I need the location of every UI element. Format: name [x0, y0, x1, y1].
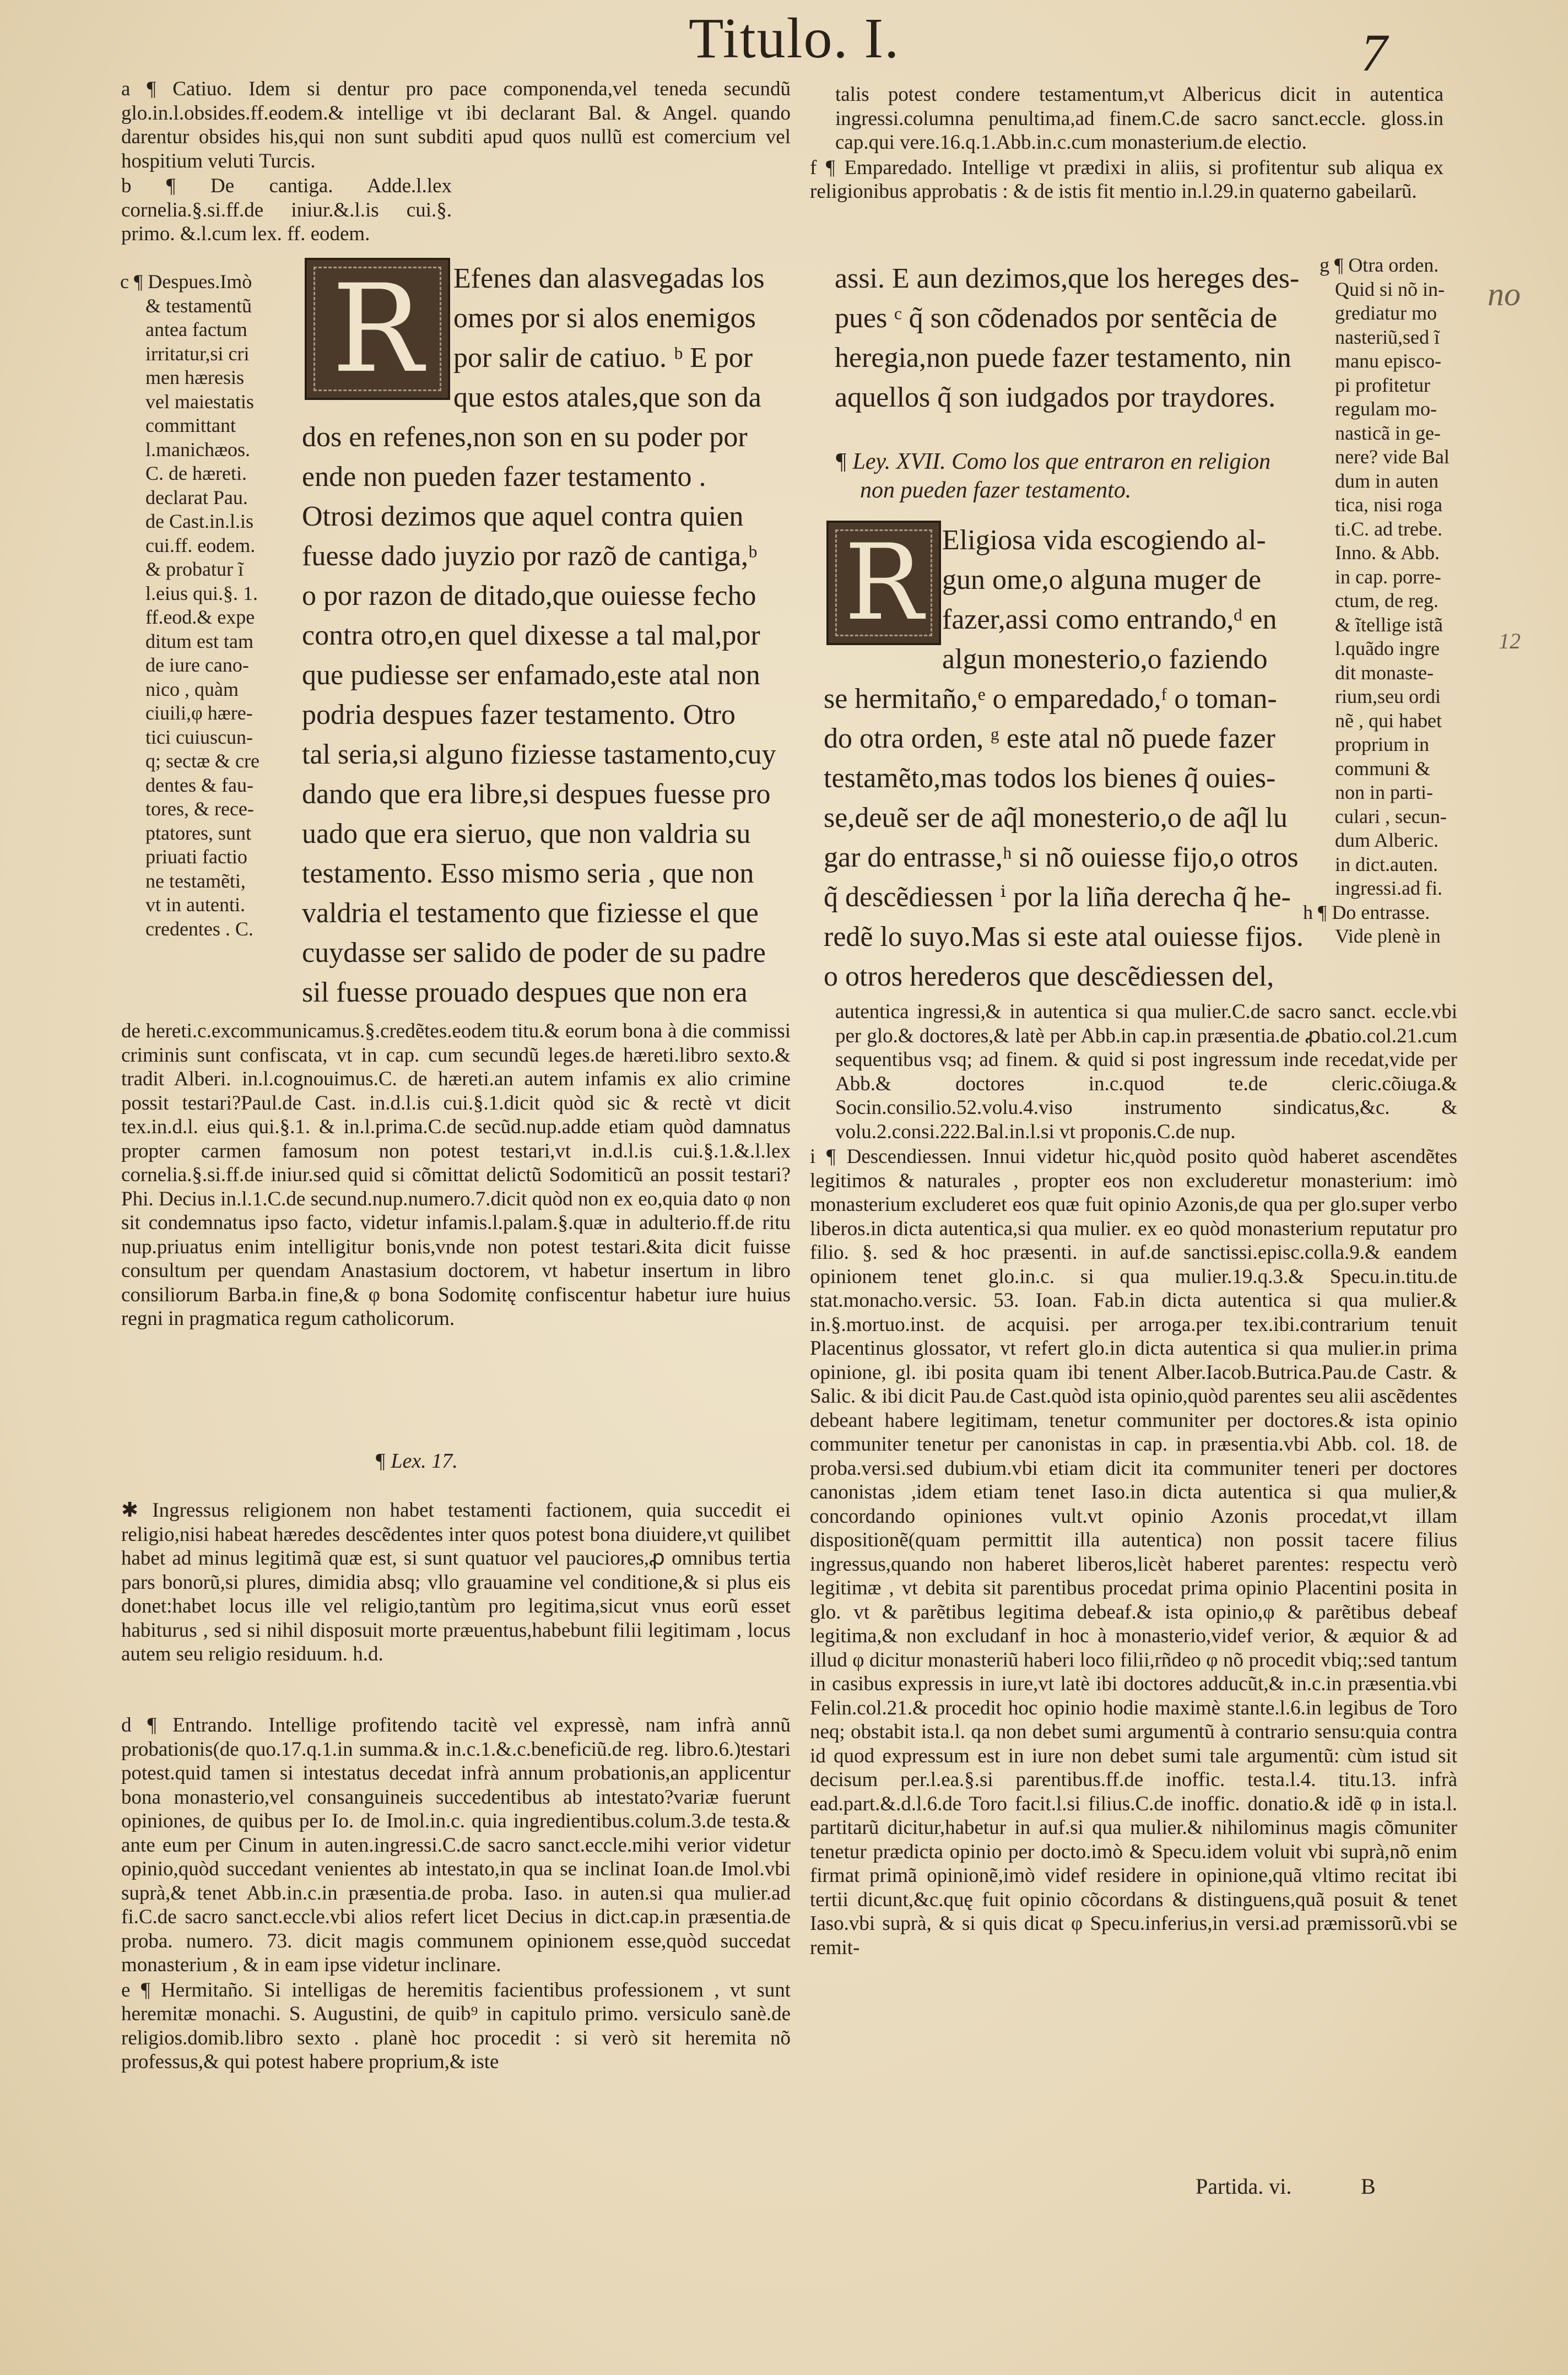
- gloss-line: antea factum: [145, 318, 247, 340]
- gloss-line: tores, & rece-: [145, 798, 254, 820]
- lex-summary-text: ✱ Ingressus religionem non habet testamenti factionem, quia succedit ei religio,nisi habeat hæredes descẽdentes inter quos potest bona diuidere,vt quilibet habet ad minus legitimã quæ est, si sunt quatuor vel pauciores,ꝓ omnibus tertia pars bonorũ,si plures, dimidia absq; vllo grauamine vel conditione,& si plus eis donet:habet locus ille vel religio,tantùm pro legitima,sicut vnus eorũ esset habiturus , sed si nihil disposuit morte præuentus,habebunt filii legitimam , locus autem seu religio residuum. h.d.: [121, 1499, 791, 1665]
- text-line: tal seria,si alguno fiziesse tastamento,cuy: [302, 739, 776, 770]
- text-line: ende non pueden fazer testamento .: [302, 461, 706, 493]
- text-line: dando que era libre,si despues fuesse pro: [302, 778, 771, 810]
- gloss-line: communi &: [1335, 757, 1430, 780]
- decorated-initial-r-left: R: [305, 258, 450, 400]
- gloss-line: vt in autenti.: [145, 894, 245, 916]
- right-narrow-gloss: [1303, 253, 1485, 949]
- text-line: fazer,assi como entrando,ᵈ en: [942, 604, 1277, 635]
- text-line: testamẽto,mas todos los bienes q̃ ouies-: [824, 762, 1276, 794]
- gloss-line: ti.C. ad trebe.: [1335, 517, 1442, 540]
- running-title: Titulo. I.: [689, 7, 900, 70]
- text-line: fuesse dado juyzio por razõ de cantiga,ᵇ: [302, 540, 758, 572]
- left-gloss-final: [121, 1713, 791, 2075]
- left-gloss-continuation: [121, 1019, 791, 1332]
- gloss-line: ff.eod.& expe: [145, 606, 255, 628]
- gloss-line: proprium in: [1335, 733, 1429, 755]
- gloss-i: i ¶ Descendiessen. Innui videtur hic,quòd posito quòd haberet ascendẽtes legitimos & naturales , propter eos non excluderetur monasterium: imò monasterium excluderet eos quæ fuit opinio Azonis,de qua per glo.super verbo liberos.in dicta autentica,si qua mulier. ex eo quòd monasterium reputatur pro filio. §. sed & hoc præsenti. in auf.de sanctissi.episc.colla.9.& eandem opinionem tenet glo.in.c. si qua mulier.19.q.3.& Specu.in.titu.de stat.monacho.versic. 53. Ioan. Fab.in dicta autentica si qua mulier.& in.§.mortuo.inst. de acquisi. per arroga.per tex.ibi.contrarium tenuit Placentinus glossator, vt refert glo.in dicta autentica si qua mulier.in prima opinione, gl. ibi posita quam ibi tenent Alber.Iacob.Butrica.Pau.de Castr. & Salic. & ibi dicit Pau.de Cast.quòd ista opinio,quòd parentes seu alii ascẽdentes debeant habere legitimam, tenetur communiter per doctores.& ista opinio communiter tenetur per canonistas in cap. in præsentia.vbi Abb. col. 18. de proba.versi.sed dubium.vbi etiam dicit ita communiter teneri per doctores canonistas ,idem etiam tenet Iaso.in dicta autentica si qua mulier,& concordando opiniones vult.vt opinio Azonis procedat,vt illam dispositionẽ(quam permittit illa autentica) non possit tacere filius ingressus,quando non haberet liberos,licèt haberet parentes: respectu verò legitimæ , vt debita sit parentibus procedat prima opinio Placentini posita in glo. vt & parẽtibus legitima debeaf.& ista opinio,φ & parẽtibus debeaf legitima,& non excludanf in hoc à monasterio,videf verior, & æquior & ad illud φ dicitur monasteriũ haberi loco filii,rñdeo φ nõ procedit vbiq;:sed tantum in casibus expressis in iure,vt latè ibi doctores adducũt,& in.c.in præsentia.vbi Felin.col.21.& procedit hoc opinio hodie maximè stante.l.6.in legibus de Toro neq; obstabit ista.l. qa non debet sumi argumentũ à contrario sensu:quia contra id quod expressum est in iure non debet sumi tale argumentũ: cùm istud sit decisum per.l.ea.§.si parentibus.ff.de inoffic. testa.l.4. titu.13. infrà ead.part.&.d.l.6.de Toro facit.l.si filius.C.de inoffic. donatio.& idẽ φ in ista.l. partitarũ dicitur,habetur in auf.si qua mulier.& nihilominus magis cõmuniter tenetur prædicta opinio per docto.imò & Specu.idem voluit vbi suprà,nõ enim firmat primã opinionẽ,imò videf residere in opinione,quã vltimo recitat ibi tertii dicunt,&c.quę fuit opinio cõcordans & distinguens,quã posuit & tenet Iaso.vbi suprà, & si quis dicat φ Specu.inferius,in versi.ad præmissorũ.vbi se remit-: [810, 1145, 1457, 1959]
- gloss-line: in dict.auten.: [1335, 853, 1438, 875]
- law-heading-line: non pueden fazer testamento.: [860, 478, 1132, 503]
- gloss-line: dit monaste-: [1335, 661, 1434, 684]
- margin-annotation: no: [1488, 276, 1521, 312]
- law-heading: [835, 447, 1320, 505]
- text-line: o por razon de ditado,que ouiesse fecho: [302, 580, 756, 612]
- right-gloss-bottom: [810, 1000, 1457, 1961]
- text-line: se hermitaño,ᵉ o emparedado,ᶠ o toman-: [824, 683, 1277, 715]
- gloss-line: ciuili,φ hære-: [145, 702, 253, 724]
- law-heading-line: ¶ Ley. XVII. Como los que entraron en religion: [835, 449, 1271, 474]
- gloss-line: h ¶ Do entrasse.: [1303, 901, 1430, 923]
- text-line: gun ome,o alguna muger de: [942, 564, 1262, 596]
- text-line: Eligiosa vida escogiendo al-: [942, 524, 1266, 556]
- right-gloss-top: [810, 83, 1443, 205]
- gloss-line: committant: [145, 414, 236, 436]
- gloss-line: culari , secun-: [1335, 805, 1447, 827]
- gloss-line: Vide plenè in: [1335, 925, 1441, 947]
- text-line: aquellos q̃ son iudgados por traydores.: [835, 382, 1276, 413]
- gloss-line: non in parti-: [1335, 781, 1433, 803]
- text-line: testamento. Esso mismo seria , que non: [302, 858, 754, 889]
- text-line: sil fuesse prouado despues que non era: [302, 977, 748, 1008]
- gloss-line: l.eius qui.§. 1.: [145, 582, 258, 604]
- signature-mark: B: [1361, 2174, 1376, 2199]
- gloss-line: pi profitetur: [1335, 374, 1430, 396]
- gloss-line: nasteriũ,sed ĩ: [1335, 326, 1440, 348]
- text-line: dos en refenes,non son en su poder por: [302, 421, 748, 453]
- gloss-line: ne testamẽti,: [145, 869, 246, 892]
- text-line: contra otro,en quel dixesse a tal mal,por: [302, 620, 760, 651]
- text-line: uado que era sieruo, que non valdria su: [302, 818, 751, 850]
- gloss-line: Quid si nõ in-: [1335, 278, 1445, 300]
- lex-label: ¶ Lex. 17.: [375, 1449, 458, 1473]
- gloss-line: manu episco-: [1335, 350, 1441, 372]
- gloss-c-continuation: de hereti.c.excommunicamus.§.credẽtes.eodem titu.& eorum bona à die commissi criminis sunt confiscata, vt in cap. cum secundũ leges.de hæreti.libro sexto.& tradit Alberi. in.l.cognouimus.C. de hæreti.an autem infamis ex alio crimine possit testari?Paul.de Cast. in.d.l.is cui.§.1.dicit quòd sic & rectè vt dicit tex.in.d.l. eius qui.§.1. & in.l.prima.C.de secũd.nup.adde etiam quòd damnatus propter carmen famosum non potest testari,vt in.d.l.is cui.§.1.&.l.lex cornelia.§.si.ff.de iniur.sed quid si cõmittat delictũ Sodomiticũ an possit testari? Phi. Decius in.l.1.C.de secund.nup.numero.7.dicit quòd non ex eo,quia dato φ non sit condemnatus ipso facto, videtur infamis.l.palam.§.quæ in adulterio.ff.de ritu nup.priuatus enim intelligitur bonis,vnde non potest testari.&ita dicit fuisse consultum per quendam Anastasium doctorem, vt habetur insertum in libro consiliorum Barba.in fine,& φ bona Sodomitę confiscentur habetur iure huius regni in pragmatica regum catholicorum.: [121, 1020, 791, 1330]
- text-line: pues ᶜ q̃ son cõdenados por sentẽcia de: [835, 302, 1278, 334]
- gloss-line: ingressi.ad fi.: [1335, 877, 1442, 899]
- text-line: valdria el testamento que fiziesse el que: [302, 897, 759, 929]
- margin-annotation: 12: [1499, 629, 1521, 653]
- text-line: q̃ descẽdiessen ⁱ por la liña derecha q̃ he-: [824, 881, 1291, 913]
- gloss-line: grediatur mo: [1335, 302, 1437, 324]
- gloss-line: c ¶ Despues.Imò: [120, 270, 252, 293]
- gloss-line: C. de hæreti.: [145, 462, 247, 484]
- gloss-line: dentes & fau-: [145, 773, 253, 796]
- text-line: heregia,non puede fazer testamento, nin: [835, 342, 1291, 374]
- gloss-line: ctum, de reg.: [1335, 589, 1439, 612]
- lex-summary: [121, 1498, 791, 1668]
- left-gloss-top: [121, 77, 791, 247]
- gloss-e-continuation: talis potest condere testamentum,vt Albericus dicit in autentica ingressi.columna penultima,ad finem.C.de sacro sanct.eccle. gloss.in cap.qui vere.16.q.1.Abb.in.c.cum monasterium.de electio.: [835, 83, 1443, 154]
- gloss-line: nere? vide Bal: [1335, 446, 1450, 468]
- gloss-line: l.quãdo ingre: [1335, 637, 1440, 659]
- gloss-line: de iure cano-: [145, 654, 249, 676]
- page-number: 7: [1361, 23, 1387, 82]
- footer-running-title: Partida. vi.: [1196, 2174, 1292, 2199]
- gloss-line: irritatur,si cri: [145, 342, 250, 365]
- text-line: Otrosi dezimos que aquel contra quien: [302, 501, 744, 532]
- text-line: gar do entrasse,ʰ si nõ ouiesse fijo,o otros: [824, 842, 1299, 873]
- text-line: que pudiesse ser enfamado,este atal non: [302, 659, 760, 691]
- gloss-line: dum Alberic.: [1335, 829, 1439, 851]
- text-line: o otros herederos que descẽdiessen del,: [824, 961, 1274, 992]
- text-line: omes por si alos enemigos: [453, 302, 756, 334]
- gloss-line: credentes . C.: [145, 917, 253, 940]
- main-text-left: [302, 259, 792, 1013]
- gloss-b: b ¶ De cantiga. Adde.l.lex cornelia.§.si.ff.de iniur.&.l.is cui.§. primo. &.l.cum lex. ff. eodem.: [121, 175, 452, 245]
- gloss-line: tica, nisi roga: [1335, 494, 1442, 516]
- gloss-line: de Cast.in.l.is: [145, 510, 253, 532]
- text-line: assi. E aun dezimos,que los hereges des-: [835, 263, 1300, 294]
- gloss-line: ptatores, sunt: [145, 821, 251, 844]
- gloss-d: d ¶ Entrando. Intellige profitendo tacitè vel expressè, nam infrà annũ probationis(de quo.17.q.1.in summa.& in.c.1.&.c.beneficiũ.de reg. libro.6.)testari potest.quid tamen si intestatus decedat infrà annum probationis,an applicentur bona monasterio,vel consanguineis succedentibus ab intestato?variæ fuerunt opiniones, de quibus per Io. de Imol.in.c. quia ingredientibus.colum.3.de testa.& ante eum per Cinum in auten.ingressi.C.de sacro sanct.eccle.mihi verior videtur opinio,quòd succedant venientes ab intestato,in qua se inclinat Ioan.de Imol.vbi suprà,& tenet Abb.in.c.in præsentia.de proba. Iaso. in auten.si qua mulier.ad fi.C.de sacro sanct.eccle.vbi alios refert licet Decius in dict.cap.in præsentia.de proba. numero. 73. dicit magis communem opinionem esse,quòd succedat monasterium , & in eam ipse videtur inclinare.: [121, 1714, 791, 1976]
- gloss-line: rium,seu ordi: [1335, 685, 1441, 707]
- text-line: por salir de catiuo. ᵇ E por: [453, 342, 753, 374]
- text-line: redẽ lo suyo.Mas si este atal ouiesse fijos.: [824, 921, 1304, 953]
- main-text-right-top: [835, 259, 1320, 418]
- text-line: do otra orden, ᵍ este atal nõ puede fazer: [824, 723, 1275, 754]
- gloss-h-continuation: autentica ingressi,& in autentica si qua mulier.C.de sacro sanct. eccle.vbi per glo.& doctores,& latè per Abb.in cap.in præsentia.de ꝓbatio.col.21.cum sequentibus vsq; ad finem. & quid si post ingressum inde recedat,vide per Abb.& doctores in.c.quod te.de cleric.cõiuga.& Socin.consilio.52.volu.4.viso instrumento sindicatus,&c. & volu.2.consi.222.Bal.in.l.si vt proponis.C.de nup.: [835, 1000, 1457, 1143]
- gloss-line: vel maiestatis: [145, 390, 254, 413]
- gloss-line: l.manichæos.: [145, 438, 250, 461]
- gloss-line: ditum est tam: [145, 630, 253, 652]
- gloss-line: cui.ff. eodem.: [145, 534, 256, 556]
- left-narrow-gloss: [120, 270, 280, 941]
- text-line: se,deuẽ ser de aq̃l monesterio,o de aq̃l lu: [824, 802, 1288, 834]
- decorated-initial-r-right: R: [826, 521, 941, 645]
- gloss-line: Inno. & Abb.: [1335, 542, 1440, 564]
- gloss-e: e ¶ Hermitaño. Si intelligas de heremitis facientibus professionem , vt sunt heremitæ monachi. S. Augustini, de quib⁹ in capitulo primo. versiculo sanè.de religios.domib.libro sexto . planè hoc procedit : si verò sit heremita nõ professus,& qui potest habere proprium,& iste: [121, 1978, 791, 2073]
- gloss-line: & ĩtellige istã: [1335, 613, 1443, 636]
- text-line: algun monesterio,o faziendo: [942, 643, 1268, 675]
- gloss-line: in cap. porre-: [1335, 565, 1441, 588]
- gloss-line: regulam mo-: [1335, 398, 1437, 420]
- gloss-line: nasticã in ge-: [1335, 421, 1441, 444]
- main-text-right: [824, 521, 1320, 997]
- gloss-line: nico , quàm: [145, 678, 239, 700]
- text-line: podria despues fazer testamento. Otro: [302, 699, 736, 731]
- gloss-line: nẽ , qui habet: [1335, 709, 1442, 732]
- gloss-line: & probatur ĩ: [145, 558, 244, 580]
- gloss-line: dum in auten: [1335, 469, 1439, 492]
- gloss-line: & testamentũ: [145, 294, 252, 317]
- text-line: que estos atales,que son da: [453, 382, 761, 413]
- gloss-line: tici cuiuscun-: [145, 726, 253, 748]
- gloss-line: men hæresis: [145, 366, 244, 388]
- gloss-a: a ¶ Catiuo. Idem si dentur pro pace componenda,vel teneda secundũ glo.in.l.obsides.ff.eodem.& intellige vt ibi declarant Bal. & Angel. quando darentur obsides his,qui non sunt subditi apud quos nullũ est comercium vel hospitium veluti Turcis.: [121, 78, 791, 172]
- gloss-line: g ¶ Otra orden.: [1320, 254, 1439, 276]
- text-line: cuydasse ser salido de poder de su padre: [302, 937, 766, 969]
- gloss-line: q; sectæ & cre: [145, 750, 259, 772]
- gloss-f: f ¶ Emparedado. Intellige vt prædixi in aliis, si profitentur sub aliqua ex religionibus approbatis : & de istis fit mentio in.l.29.in quaterno gabeilarũ.: [810, 156, 1443, 203]
- gloss-line: priuati factio: [145, 846, 247, 868]
- gloss-line: declarat Pau.: [145, 486, 248, 508]
- text-line: Efenes dan alasvegadas los: [453, 263, 765, 294]
